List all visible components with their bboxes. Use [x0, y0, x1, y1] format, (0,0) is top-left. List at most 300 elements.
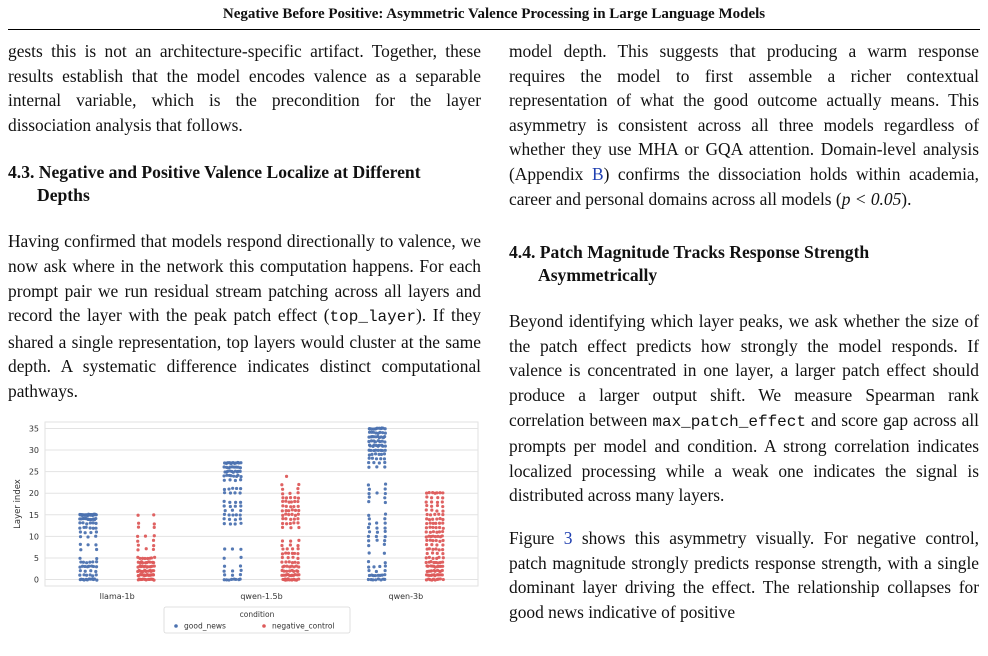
data-point-good_news [85, 574, 88, 577]
data-point-negative_control [296, 521, 299, 524]
data-point-good_news [384, 427, 387, 430]
legend-title: condition [239, 610, 275, 619]
data-point-negative_control [441, 513, 444, 516]
data-point-good_news [375, 521, 378, 524]
right-paragraph-3 [509, 526, 979, 624]
data-point-good_news [238, 491, 241, 494]
data-point-negative_control [281, 488, 284, 491]
data-point-negative_control [441, 500, 444, 503]
data-point-negative_control [294, 509, 297, 512]
data-point-good_news [229, 505, 232, 508]
data-point-negative_control [293, 552, 296, 555]
data-point-good_news [239, 470, 242, 473]
data-point-negative_control [289, 505, 292, 508]
data-point-good_news [227, 487, 230, 490]
data-point-negative_control [438, 491, 441, 494]
data-point-good_news [78, 521, 81, 524]
data-point-negative_control [285, 570, 288, 573]
data-point-good_news [223, 565, 226, 568]
right-paragraph-2-text-a: Beyond identifying which layer peaks, we ask whether the size of the patch effect predicts how strongly the model responds. If valence is concentrated in one layer, a larger patch effect should produce a larger output shift. We measure Spearman rank correlation between [509, 311, 979, 430]
data-point-good_news [384, 501, 387, 504]
data-point-good_news [223, 522, 226, 525]
left-paragraph-2-text-a: Having confirmed that models respond directionally to valence, we now ask where in the network this computation happens. For each prompt pair we run residual stream patching across all layers and record the layer with the peak patch effect ( [8, 231, 481, 326]
data-point-negative_control [425, 522, 428, 525]
data-point-good_news [91, 560, 94, 563]
data-point-good_news [94, 513, 97, 516]
data-point-good_news [383, 578, 386, 581]
data-point-good_news [228, 501, 231, 504]
data-point-negative_control [429, 522, 432, 525]
data-point-negative_control [145, 547, 148, 550]
data-point-good_news [239, 504, 242, 507]
data-point-good_news [235, 487, 238, 490]
data-point-good_news [368, 457, 371, 460]
data-point-negative_control [441, 543, 444, 546]
data-point-negative_control [441, 565, 444, 568]
data-point-negative_control [289, 522, 292, 525]
data-point-good_news [232, 475, 235, 478]
data-point-good_news [85, 522, 88, 525]
data-point-good_news [383, 526, 386, 529]
data-point-negative_control [441, 569, 444, 572]
data-point-negative_control [289, 526, 292, 529]
data-point-negative_control [428, 556, 431, 559]
data-point-negative_control [152, 573, 155, 576]
data-point-good_news [376, 539, 379, 542]
data-point-negative_control [441, 518, 444, 521]
data-point-negative_control [430, 543, 433, 546]
data-point-good_news [228, 518, 231, 521]
data-point-good_news [89, 531, 92, 534]
data-point-negative_control [430, 509, 433, 512]
data-point-good_news [223, 570, 226, 573]
data-point-negative_control [441, 539, 444, 542]
data-point-good_news [384, 564, 387, 567]
data-point-good_news [383, 440, 386, 443]
right-paragraph-1-text-c: ). [901, 188, 912, 209]
data-point-negative_control [425, 561, 428, 564]
data-point-good_news [383, 517, 386, 520]
data-point-negative_control [431, 518, 434, 521]
data-point-good_news [223, 517, 226, 520]
data-point-negative_control [297, 496, 300, 499]
data-point-good_news [229, 522, 232, 525]
section-title-line2: Depths [37, 185, 90, 206]
data-point-good_news [367, 492, 370, 495]
data-point-good_news [367, 483, 370, 486]
data-point-negative_control [281, 552, 284, 555]
data-point-good_news [222, 474, 225, 477]
section-number: 4.3. [8, 162, 35, 183]
data-point-negative_control [285, 496, 288, 499]
data-point-negative_control [436, 552, 439, 555]
section-number: 4.4. [509, 242, 536, 263]
data-point-negative_control [281, 500, 284, 503]
x-tick-label: qwen-1.5b [240, 592, 283, 601]
data-point-good_news [383, 465, 386, 468]
data-point-good_news [239, 548, 242, 551]
data-point-negative_control [434, 522, 437, 525]
data-point-negative_control [287, 509, 290, 512]
data-point-good_news [223, 504, 226, 507]
right-paragraph-2 [509, 309, 979, 508]
data-point-negative_control [292, 521, 295, 524]
data-point-negative_control [429, 531, 432, 534]
data-point-good_news [367, 539, 370, 542]
data-point-good_news [231, 509, 234, 512]
data-point-negative_control [287, 556, 290, 559]
right-paragraph-3-text-a: Figure [509, 527, 564, 548]
data-point-negative_control [291, 547, 294, 550]
data-point-good_news [379, 457, 382, 460]
data-point-negative_control [296, 570, 299, 573]
data-point-good_news [94, 527, 97, 530]
data-point-good_news [384, 487, 387, 490]
section-title-line2: Asymmetrically [538, 265, 658, 286]
p-value-math: p < 0.05 [841, 188, 902, 209]
data-point-good_news [369, 449, 372, 452]
data-point-negative_control [429, 560, 432, 563]
data-point-good_news [367, 560, 370, 563]
data-point-negative_control [281, 492, 284, 495]
data-point-negative_control [280, 544, 283, 547]
data-point-negative_control [280, 483, 283, 486]
data-point-negative_control [281, 517, 284, 520]
data-point-negative_control [296, 552, 299, 555]
data-point-negative_control [436, 501, 439, 504]
section-heading-4-3 [8, 161, 481, 207]
data-point-good_news [383, 543, 386, 546]
data-point-good_news [372, 565, 375, 568]
data-point-negative_control [291, 508, 294, 511]
data-point-negative_control [430, 505, 433, 508]
data-point-good_news [384, 522, 387, 525]
data-point-negative_control [425, 508, 428, 511]
data-point-good_news [367, 544, 370, 547]
data-point-negative_control [297, 578, 300, 581]
section-title-line1: Patch Magnitude Tracks Response Strength [539, 242, 870, 263]
data-point-negative_control [435, 491, 438, 494]
data-point-good_news [372, 461, 375, 464]
y-tick-label: 5 [33, 553, 39, 563]
data-point-good_news [239, 573, 242, 576]
data-point-good_news [223, 500, 226, 503]
data-point-negative_control [288, 560, 291, 563]
data-point-negative_control [297, 565, 300, 568]
data-point-good_news [95, 557, 98, 560]
x-tick-label: llama-1b [99, 592, 135, 601]
data-point-good_news [89, 569, 92, 572]
data-point-good_news [94, 535, 97, 538]
data-point-negative_control [435, 509, 438, 512]
y-tick-label: 35 [28, 424, 39, 434]
data-point-good_news [94, 517, 97, 520]
data-point-negative_control [441, 505, 444, 508]
data-point-good_news [384, 513, 387, 516]
data-point-negative_control [136, 548, 139, 551]
data-point-good_news [367, 535, 370, 538]
data-point-good_news [239, 475, 242, 478]
left-paragraph-2 [8, 229, 481, 403]
data-point-good_news [78, 574, 81, 577]
data-point-good_news [95, 548, 98, 551]
appendix-link[interactable]: B [591, 163, 604, 184]
x-tick-label: qwen-3b [388, 592, 424, 601]
data-point-negative_control [434, 547, 437, 550]
data-point-good_news [234, 501, 237, 504]
data-point-negative_control [152, 579, 155, 582]
y-tick-label: 25 [28, 467, 39, 477]
data-point-good_news [375, 491, 378, 494]
data-point-good_news [378, 565, 381, 568]
data-point-negative_control [436, 504, 439, 507]
data-point-good_news [384, 492, 387, 495]
data-point-good_news [236, 474, 239, 477]
data-point-good_news [79, 548, 82, 551]
data-point-good_news [231, 547, 234, 550]
data-point-good_news [384, 530, 387, 533]
data-point-good_news [384, 432, 387, 435]
data-point-good_news [374, 440, 377, 443]
data-point-good_news [81, 521, 84, 524]
data-point-good_news [79, 569, 82, 572]
data-point-negative_control [294, 514, 297, 517]
data-point-good_news [239, 501, 242, 504]
data-point-good_news [368, 522, 371, 525]
data-point-good_news [368, 496, 371, 499]
right-paragraph-1-text-b: ) confirms the dissociation holds within academia, career and personal domains across all models ( [509, 163, 979, 209]
data-point-negative_control [152, 561, 155, 564]
data-point-good_news [223, 479, 226, 482]
data-point-good_news [383, 457, 386, 460]
data-point-negative_control [144, 535, 147, 538]
data-point-good_news [383, 552, 386, 555]
section-heading-4-4 [509, 241, 979, 287]
data-point-good_news [223, 488, 226, 491]
data-point-negative_control [289, 518, 292, 521]
legend-label-good_news: good_news [184, 621, 226, 631]
data-point-negative_control [430, 496, 433, 499]
data-point-good_news [234, 479, 237, 482]
data-point-good_news [94, 522, 97, 525]
data-point-good_news [367, 566, 370, 569]
data-point-good_news [239, 478, 242, 481]
right-paragraph-1 [509, 39, 979, 211]
data-point-good_news [223, 573, 226, 576]
data-point-negative_control [432, 530, 435, 533]
data-point-good_news [239, 556, 242, 559]
data-point-good_news [234, 518, 237, 521]
data-point-negative_control [297, 573, 300, 576]
data-point-good_news [234, 578, 237, 581]
data-point-negative_control [152, 569, 155, 572]
data-point-negative_control [296, 557, 299, 560]
data-point-negative_control [152, 544, 155, 547]
data-point-good_news [88, 561, 91, 564]
data-point-negative_control [137, 544, 140, 547]
data-point-good_news [383, 573, 386, 576]
data-point-negative_control [425, 526, 428, 529]
strip-plot [8, 414, 483, 652]
right-paragraph-3-text-b: shows this asymmetry visually. For negative control, patch magnitude strongly predicts response strength, with a single dominant layer driving the effect. The relationship collapses for good news indicative of positive [509, 527, 979, 622]
data-point-good_news [231, 513, 234, 516]
data-point-negative_control [285, 475, 288, 478]
data-point-negative_control [152, 539, 155, 542]
data-point-negative_control [435, 539, 438, 542]
data-point-negative_control [426, 513, 429, 516]
data-point-good_news [368, 551, 371, 554]
data-point-good_news [239, 487, 242, 490]
data-point-negative_control [442, 527, 445, 530]
data-point-good_news [368, 530, 371, 533]
data-point-good_news [229, 474, 232, 477]
data-point-good_news [79, 543, 82, 546]
data-point-good_news [235, 513, 238, 516]
plot-frame [45, 422, 478, 586]
data-point-good_news [383, 539, 386, 542]
data-point-negative_control [437, 556, 440, 559]
data-point-negative_control [437, 513, 440, 516]
data-point-negative_control [428, 518, 431, 521]
data-point-negative_control [281, 504, 284, 507]
data-point-negative_control [438, 530, 441, 533]
strip-plot-figure [8, 414, 483, 652]
data-point-good_news [375, 457, 378, 460]
data-point-negative_control [438, 522, 441, 525]
data-point-negative_control [284, 517, 287, 520]
y-tick-label: 10 [28, 532, 39, 542]
y-axis-label: Layer index [13, 479, 23, 529]
data-point-good_news [368, 517, 371, 520]
legend-marker-good_news [174, 624, 178, 628]
data-point-negative_control [428, 547, 431, 550]
data-point-negative_control [281, 514, 284, 517]
data-point-negative_control [281, 556, 284, 559]
data-point-negative_control [438, 540, 441, 543]
data-point-negative_control [426, 565, 429, 568]
data-point-good_news [95, 560, 98, 563]
data-point-good_news [384, 445, 387, 448]
data-point-negative_control [297, 539, 300, 542]
data-point-negative_control [291, 556, 294, 559]
data-point-negative_control [436, 496, 439, 499]
data-point-negative_control [428, 491, 431, 494]
data-point-negative_control [281, 509, 284, 512]
data-point-good_news [239, 522, 242, 525]
figure-3-link[interactable]: 3 [563, 527, 573, 548]
right-paragraph-2-text-b: and score gap across all prompts per model and condition. A strong correlation indicates localized processing while a weak one indicates the signal is distributed across many layers. [509, 409, 979, 506]
data-point-good_news [376, 531, 379, 534]
data-point-negative_control [297, 561, 300, 564]
data-point-negative_control [281, 496, 284, 499]
data-point-good_news [234, 522, 237, 525]
data-point-negative_control [284, 560, 287, 563]
data-point-negative_control [288, 492, 291, 495]
data-point-negative_control [137, 526, 140, 529]
section-title-line1: Negative and Positive Valence Localize at Different [38, 162, 421, 183]
data-point-good_news [79, 535, 82, 538]
data-point-negative_control [297, 547, 300, 550]
data-point-good_news [95, 579, 98, 582]
data-point-good_news [223, 547, 226, 550]
data-point-negative_control [441, 548, 444, 551]
data-point-good_news [94, 543, 97, 546]
data-point-negative_control [285, 565, 288, 568]
data-point-negative_control [431, 526, 434, 529]
data-point-good_news [239, 577, 242, 580]
data-point-good_news [384, 449, 387, 452]
data-point-good_news [94, 570, 97, 573]
data-point-negative_control [426, 552, 429, 555]
data-point-good_news [78, 527, 81, 530]
data-point-negative_control [297, 509, 300, 512]
left-paragraph-2-text-b: ). If they shared a single representation, top layers would cluster at the same depth. A systematic difference indicates distinct computational pathways. [8, 305, 481, 401]
data-point-negative_control [431, 548, 434, 551]
data-point-good_news [228, 513, 231, 516]
data-point-negative_control [283, 565, 286, 568]
data-point-good_news [240, 569, 243, 572]
data-point-negative_control [290, 500, 293, 503]
data-point-good_news [374, 574, 377, 577]
data-point-negative_control [442, 556, 445, 559]
data-point-good_news [371, 457, 374, 460]
data-point-negative_control [441, 530, 444, 533]
data-point-negative_control [441, 496, 444, 499]
data-point-negative_control [153, 564, 156, 567]
data-point-negative_control [297, 526, 300, 529]
data-point-good_news [231, 574, 234, 577]
data-point-good_news [231, 569, 234, 572]
data-point-negative_control [429, 513, 432, 516]
data-point-negative_control [296, 544, 299, 547]
data-point-good_news [239, 564, 242, 567]
data-point-negative_control [293, 518, 296, 521]
data-point-good_news [384, 561, 387, 564]
data-point-negative_control [425, 501, 428, 504]
data-point-negative_control [431, 557, 434, 560]
data-point-good_news [82, 561, 85, 564]
right-column [509, 39, 979, 624]
data-point-negative_control [153, 556, 156, 559]
data-point-negative_control [441, 534, 444, 537]
data-point-negative_control [430, 569, 433, 572]
data-point-negative_control [284, 500, 287, 503]
data-point-negative_control [441, 522, 444, 525]
data-point-negative_control [435, 526, 438, 529]
running-header [0, 0, 988, 28]
data-point-good_news [239, 466, 242, 469]
data-point-good_news [368, 488, 371, 491]
data-point-good_news [95, 530, 98, 533]
y-tick-label: 15 [28, 510, 39, 520]
data-point-negative_control [292, 505, 295, 508]
data-point-good_news [371, 578, 374, 581]
data-point-good_news [367, 466, 370, 469]
data-point-good_news [375, 526, 378, 529]
data-point-good_news [91, 574, 94, 577]
data-point-negative_control [433, 513, 436, 516]
data-point-negative_control [287, 513, 290, 516]
data-point-good_news [384, 482, 387, 485]
data-point-negative_control [153, 526, 156, 529]
data-point-good_news [85, 526, 88, 529]
data-point-negative_control [285, 522, 288, 525]
data-point-negative_control [296, 491, 299, 494]
data-point-negative_control [438, 548, 441, 551]
data-point-negative_control [296, 517, 299, 520]
data-point-negative_control [290, 513, 293, 516]
data-point-good_news [223, 491, 226, 494]
